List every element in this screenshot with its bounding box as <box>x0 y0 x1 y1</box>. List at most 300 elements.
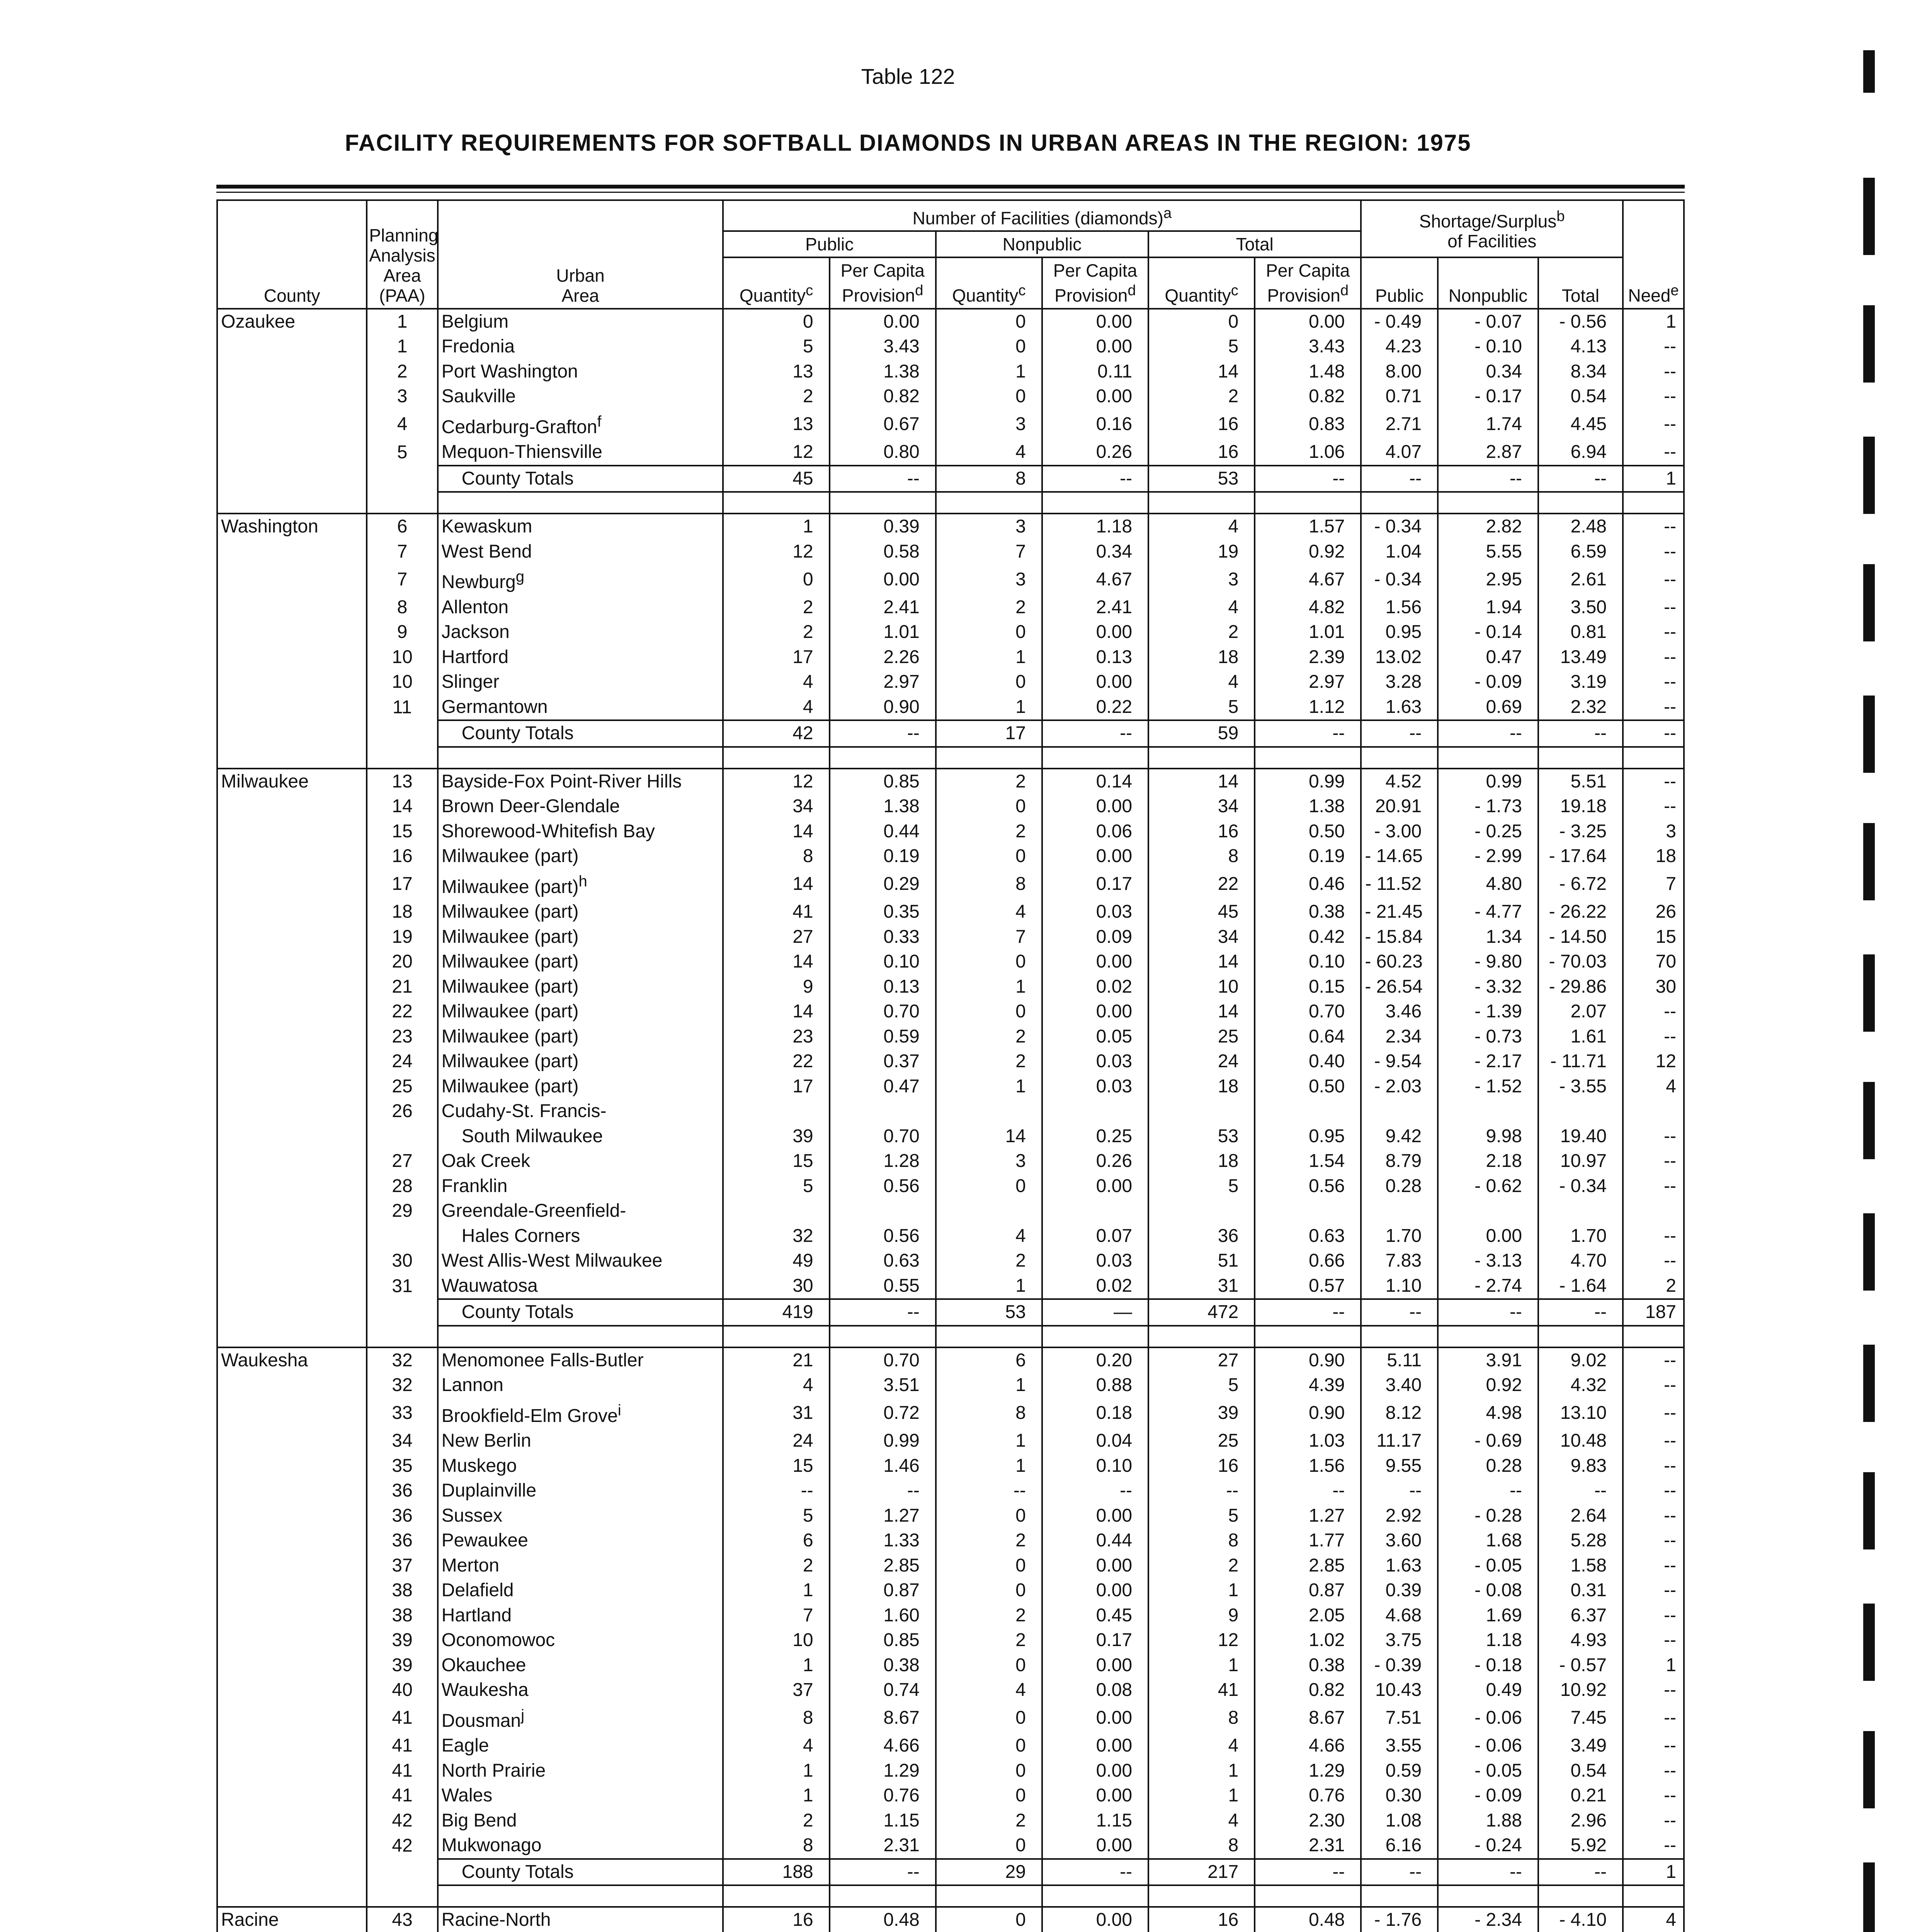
nonpublic-provision-cell: 0.08 <box>1042 1678 1148 1703</box>
county-cell <box>217 620 367 645</box>
urban-area-cell <box>438 1759 723 1784</box>
total-provision-cell: 3.43 <box>1255 334 1361 359</box>
shortage-total-cell: 1.61 <box>1538 1024 1623 1049</box>
urban-area-cell <box>438 1398 723 1429</box>
total-quantity-cell: 1 <box>1148 1578 1255 1603</box>
public-provision-cell: 1.38 <box>830 794 936 819</box>
public-provision-cell: 0.85 <box>830 1628 936 1653</box>
shortage-total-cell: - 1.64 <box>1538 1274 1623 1299</box>
need-cell: 15 <box>1623 925 1684 950</box>
spacer-cell <box>723 492 829 514</box>
table-row <box>217 1024 1684 1049</box>
nonpublic-quantity-cell: 4 <box>936 1224 1042 1249</box>
table-row <box>217 844 1684 869</box>
shortage-total-cell: 0.21 <box>1538 1783 1623 1808</box>
county-cell <box>217 1833 367 1859</box>
county-cell <box>217 359 367 384</box>
urban-area-name: Brookfield-Elm Grove <box>441 1405 618 1426</box>
margin-bar <box>1863 1862 1875 1932</box>
total-quantity-cell: 8 <box>1148 1528 1255 1553</box>
nonpublic-provision-cell: 0.00 <box>1042 999 1148 1024</box>
county-cell: Waukesha <box>217 1347 367 1373</box>
table-row <box>217 1274 1684 1299</box>
nonpublic-provision-cell: 0.00 <box>1042 794 1148 819</box>
shortage-public-cell: 3.75 <box>1361 1628 1438 1653</box>
shortage-public-cell: 13.02 <box>1361 645 1438 670</box>
urban-area-name: Lannon <box>441 1375 503 1396</box>
total-provision-cell: 2.30 <box>1255 1808 1361 1833</box>
paa-cell: 11 <box>367 695 437 721</box>
total-provision-cell: 0.83 <box>1255 409 1361 440</box>
urban-area-name: Oconomowoc <box>441 1630 555 1651</box>
public-quantity-cell: 2 <box>723 620 829 645</box>
totals-cell: 188 <box>723 1859 829 1886</box>
total-provision-cell: 0.90 <box>1255 1347 1361 1373</box>
urban-area-name: Sussex <box>441 1505 503 1526</box>
need-cell: -- <box>1623 1347 1684 1373</box>
nonpublic-quantity-cell: 1 <box>936 695 1042 721</box>
shortage-total-cell: 4.32 <box>1538 1373 1623 1398</box>
shortage-nonpublic-cell: 0.47 <box>1438 645 1538 670</box>
spacer-cell <box>1255 492 1361 514</box>
urban-area-cell <box>438 1478 723 1503</box>
total-provision-cell: 1.29 <box>1255 1759 1361 1784</box>
shortage-public-cell: - 26.54 <box>1361 975 1438 1000</box>
county-cell <box>217 949 367 975</box>
nonpublic-provision-cell: 0.00 <box>1042 384 1148 409</box>
shortage-public-cell: 11.17 <box>1361 1429 1438 1454</box>
public-provision-cell: 0.74 <box>830 1678 936 1703</box>
county-cell: Racine <box>217 1907 367 1932</box>
county-cell <box>217 695 367 721</box>
urban-area-name: Fredonia <box>441 336 515 357</box>
paa-cell: 31 <box>367 1274 437 1299</box>
total-provision-cell: 0.82 <box>1255 384 1361 409</box>
nonpublic-quantity-cell: 2 <box>936 1603 1042 1628</box>
shortage-nonpublic-cell: -- <box>1438 1478 1538 1503</box>
public-quantity-cell: 41 <box>723 900 829 925</box>
shortage-total-cell: 10.48 <box>1538 1429 1623 1454</box>
total-provision-cell: 0.99 <box>1255 769 1361 794</box>
shortage-public-cell: - 0.39 <box>1361 1653 1438 1678</box>
public-quantity-cell: 0 <box>723 564 829 595</box>
table-row <box>217 1808 1684 1833</box>
public-quantity-cell: 16 <box>723 1907 829 1932</box>
shortage-public-cell: 2.34 <box>1361 1024 1438 1049</box>
totals-cell: 472 <box>1148 1299 1255 1326</box>
shortage-total-cell: 4.93 <box>1538 1628 1623 1653</box>
shortage-total-cell: 13.10 <box>1538 1398 1623 1429</box>
urban-area-cell <box>438 334 723 359</box>
total-provision-cell: 0.48 <box>1255 1907 1361 1932</box>
total-provision-cell: 1.02 <box>1255 1628 1361 1653</box>
nonpublic-quantity-cell: 0 <box>936 1759 1042 1784</box>
public-quantity-cell: 1 <box>723 1653 829 1678</box>
need-cell: -- <box>1623 1503 1684 1529</box>
spacer-cell <box>1042 1885 1148 1907</box>
table-row <box>217 1833 1684 1859</box>
nonpublic-quantity-cell: 7 <box>936 925 1042 950</box>
public-provision-cell: 1.33 <box>830 1528 936 1553</box>
urban-area-cell <box>438 1149 723 1174</box>
shortage-public-header: Public <box>1361 257 1438 308</box>
spacer-cell <box>1042 1326 1148 1347</box>
need-cell: 12 <box>1623 1049 1684 1074</box>
paa-cell: 30 <box>367 1248 437 1274</box>
totals-cell: 8 <box>936 466 1042 492</box>
total-provision-cell: 1.54 <box>1255 1149 1361 1174</box>
total-provision-cell: 1.38 <box>1255 794 1361 819</box>
nonpublic-quantity-cell: 0 <box>936 1653 1042 1678</box>
total-provision-cell: 0.50 <box>1255 1074 1361 1099</box>
urban-area-cell <box>438 309 723 335</box>
shortage-total-cell: - 26.22 <box>1538 900 1623 925</box>
total-quantity-cell <box>1148 1199 1255 1224</box>
shortage-public-cell: 7.51 <box>1361 1703 1438 1734</box>
nonpublic-quantity-cell <box>936 1099 1042 1124</box>
paa-cell: 25 <box>367 1074 437 1099</box>
table-row <box>217 670 1684 695</box>
table-row <box>217 595 1684 620</box>
need-cell: -- <box>1623 999 1684 1024</box>
urban-area-cell <box>438 925 723 950</box>
paa-cell: 16 <box>367 844 437 869</box>
nonpublic-quantity-cell: 1 <box>936 1274 1042 1299</box>
need-cell: 2 <box>1623 1274 1684 1299</box>
totals-need-cell: 1 <box>1623 466 1684 492</box>
need-cell: -- <box>1623 794 1684 819</box>
urban-area-name: Cedarburg-Grafton <box>441 417 597 437</box>
county-cell <box>217 975 367 1000</box>
total-quantity-cell: 5 <box>1148 1373 1255 1398</box>
public-provision-cell: 0.70 <box>830 999 936 1024</box>
total-provision-cell: 0.10 <box>1255 949 1361 975</box>
table-row <box>217 1759 1684 1784</box>
shortage-nonpublic-header: Nonpublic <box>1438 257 1538 308</box>
shortage-public-cell: 3.60 <box>1361 1528 1438 1553</box>
table-row <box>217 1503 1684 1529</box>
public-provision-cell: 0.99 <box>830 1429 936 1454</box>
urban-area-cell <box>438 1653 723 1678</box>
county-totals-label: County Totals <box>438 720 723 747</box>
total-quantity-cell: 14 <box>1148 359 1255 384</box>
county-cell <box>217 384 367 409</box>
total-provision-cell: 0.40 <box>1255 1049 1361 1074</box>
county-cell <box>217 1398 367 1429</box>
public-quantity-cell: 22 <box>723 1049 829 1074</box>
total-provision-cell: 0.15 <box>1255 975 1361 1000</box>
nonpublic-provision-cell: 0.13 <box>1042 645 1148 670</box>
totals-cell: -- <box>1361 1299 1438 1326</box>
shortage-total-cell: 4.70 <box>1538 1248 1623 1274</box>
paa-cell: 10 <box>367 670 437 695</box>
shortage-total-cell: - 11.71 <box>1538 1049 1623 1074</box>
totals-cell: -- <box>830 720 936 747</box>
urban-area-cell <box>438 1024 723 1049</box>
total-quantity-cell: 24 <box>1148 1049 1255 1074</box>
public-quantity-cell: 2 <box>723 1553 829 1578</box>
totals-cell: 217 <box>1148 1859 1255 1886</box>
county-cell <box>217 794 367 819</box>
nonpublic-quantity-cell: 4 <box>936 440 1042 466</box>
total-provision-cell: 0.50 <box>1255 819 1361 844</box>
facility-requirements-table <box>216 199 1685 1932</box>
nonpublic-provision-cell: 0.00 <box>1042 1759 1148 1784</box>
public-provision-cell: 0.37 <box>830 1049 936 1074</box>
urban-area-name: Hartford <box>441 646 509 667</box>
table-row <box>217 1678 1684 1703</box>
total-provision-cell: 2.31 <box>1255 1833 1361 1859</box>
spacer-row <box>217 492 1684 514</box>
paa-cell: 32 <box>367 1373 437 1398</box>
spacer-cell <box>1361 492 1438 514</box>
total-provision-cell: 1.27 <box>1255 1503 1361 1529</box>
spacer-cell <box>830 1885 936 1907</box>
shortage-public-cell: - 15.84 <box>1361 925 1438 950</box>
nonpublic-quantity-cell <box>936 1199 1042 1224</box>
need-cell: -- <box>1623 1783 1684 1808</box>
paa-cell: 21 <box>367 975 437 1000</box>
paa-cell: 41 <box>367 1783 437 1808</box>
table-row <box>217 1149 1684 1174</box>
need-cell: -- <box>1623 620 1684 645</box>
spacer-cell <box>217 492 367 514</box>
total-quantity-cell: 16 <box>1148 1454 1255 1479</box>
county-cell <box>217 564 367 595</box>
paa-cell: 26 <box>367 1099 437 1124</box>
nonpublic-quantity-cell: 1 <box>936 1454 1042 1479</box>
table-row <box>217 769 1684 794</box>
need-cell: -- <box>1623 1759 1684 1784</box>
spacer-cell <box>723 747 829 769</box>
paa-cell: 42 <box>367 1833 437 1859</box>
totals-cell: -- <box>830 1299 936 1326</box>
public-provision-cell <box>830 1199 936 1224</box>
county-cell: Washington <box>217 514 367 539</box>
county-totals-row <box>217 720 1684 747</box>
shortage-public-cell: 0.95 <box>1361 620 1438 645</box>
total-quantity-cell: 31 <box>1148 1274 1255 1299</box>
total-quantity-cell: 4 <box>1148 595 1255 620</box>
total-quantity-cell: 34 <box>1148 794 1255 819</box>
public-provision-cell: 0.56 <box>830 1174 936 1199</box>
need-cell: -- <box>1623 1553 1684 1578</box>
paa-cell: 39 <box>367 1653 437 1678</box>
table-row <box>217 1049 1684 1074</box>
county-header: County <box>217 200 367 309</box>
table-row <box>217 1703 1684 1734</box>
shortage-public-cell: 0.30 <box>1361 1783 1438 1808</box>
total-quantity-cell: 53 <box>1148 1124 1255 1149</box>
need-cell: -- <box>1623 695 1684 721</box>
urban-area-name: Milwaukee (part) <box>441 926 579 947</box>
table-row <box>217 1528 1684 1553</box>
public-quantity-cell: 2 <box>723 595 829 620</box>
margin-bar <box>1863 1082 1875 1159</box>
need-cell: 4 <box>1623 1074 1684 1099</box>
public-quantity-cell: 17 <box>723 645 829 670</box>
shortage-nonpublic-cell: 0.00 <box>1438 1224 1538 1249</box>
table-row <box>217 1124 1684 1149</box>
public-quantity-cell: 1 <box>723 1759 829 1784</box>
totals-need-cell: 1 <box>1623 1859 1684 1886</box>
footnote-marker: j <box>521 1706 524 1724</box>
nonpublic-provision-cell: 0.09 <box>1042 925 1148 950</box>
public-provision-cell: 0.35 <box>830 900 936 925</box>
margin-bar <box>1863 178 1875 255</box>
totals-cell: 29 <box>936 1859 1042 1886</box>
need-cell: -- <box>1623 1248 1684 1274</box>
shortage-public-cell: -- <box>1361 1478 1438 1503</box>
shortage-nonpublic-cell: - 0.25 <box>1438 819 1538 844</box>
paa-cell <box>367 720 437 747</box>
spacer-cell <box>1623 492 1684 514</box>
shortage-public-cell: 8.79 <box>1361 1149 1438 1174</box>
public-quantity-cell: 14 <box>723 949 829 975</box>
footnote-marker: g <box>515 568 524 585</box>
shortage-total-cell: - 17.64 <box>1538 844 1623 869</box>
paa-header: Planning Analysis Area (PAA) <box>367 200 437 309</box>
urban-area-name: West Allis-West Milwaukee <box>441 1250 663 1271</box>
nonpublic-provision-cell: 0.00 <box>1042 670 1148 695</box>
public-provision-cell: 0.67 <box>830 409 936 440</box>
shortage-public-cell <box>1361 1099 1438 1124</box>
nonpublic-provision-cell: 0.00 <box>1042 1653 1148 1678</box>
county-cell <box>217 1074 367 1099</box>
shortage-nonpublic-cell: - 0.07 <box>1438 309 1538 335</box>
shortage-total-header: Total <box>1538 257 1623 308</box>
shortage-total-cell: 1.58 <box>1538 1553 1623 1578</box>
public-quantity-cell: 14 <box>723 869 829 900</box>
nonpublic-provision-cell: 0.00 <box>1042 309 1148 335</box>
public-quantity-cell: 37 <box>723 1678 829 1703</box>
shortage-nonpublic-cell: - 0.09 <box>1438 670 1538 695</box>
urban-area-cell <box>438 595 723 620</box>
shortage-nonpublic-cell: - 0.06 <box>1438 1733 1538 1759</box>
public-provision-cell: 0.76 <box>830 1783 936 1808</box>
nonpublic-provision-cell: 0.00 <box>1042 1703 1148 1734</box>
public-provision-cell: 0.00 <box>830 564 936 595</box>
nonpublic-quantity-cell: 2 <box>936 1049 1042 1074</box>
spacer-cell <box>1623 1885 1684 1907</box>
spacer-cell <box>1148 1326 1255 1347</box>
need-cell: -- <box>1623 1174 1684 1199</box>
nonpublic-quantity-cell: 8 <box>936 869 1042 900</box>
totals-cell: 419 <box>723 1299 829 1326</box>
county-cell <box>217 1478 367 1503</box>
nonpublic-provision-cell <box>1042 1199 1148 1224</box>
public-provision-cell <box>830 1099 936 1124</box>
public-provision-cell: 1.15 <box>830 1808 936 1833</box>
paa-cell: 23 <box>367 1024 437 1049</box>
nonpublic-provision-cell: 0.03 <box>1042 1248 1148 1274</box>
paa-cell: 36 <box>367 1478 437 1503</box>
shortage-total-cell: 9.83 <box>1538 1454 1623 1479</box>
nonpublic-quantity-cell: -- <box>936 1478 1042 1503</box>
shortage-nonpublic-cell: 2.18 <box>1438 1149 1538 1174</box>
paa-cell: 2 <box>367 359 437 384</box>
urban-area-cell <box>438 1678 723 1703</box>
footnote-marker: i <box>617 1401 621 1419</box>
margin-bar <box>1863 954 1875 1032</box>
urban-area-name: Franklin <box>441 1175 508 1196</box>
paa-cell: 13 <box>367 769 437 794</box>
shortage-total-cell: 5.51 <box>1538 769 1623 794</box>
urban-area-cell <box>438 949 723 975</box>
spacer-cell <box>1623 747 1684 769</box>
margin-bar <box>1863 305 1875 383</box>
shortage-nonpublic-cell: - 2.99 <box>1438 844 1538 869</box>
total-provision-cell: 2.39 <box>1255 645 1361 670</box>
urban-area-cell <box>438 1074 723 1099</box>
urban-area-cell <box>438 999 723 1024</box>
nonpublic-provision-cell: 0.26 <box>1042 440 1148 466</box>
urban-area-cell <box>438 1833 723 1859</box>
county-cell <box>217 925 367 950</box>
public-quantity-cell: 4 <box>723 1373 829 1398</box>
total-quantity-cell: 2 <box>1148 384 1255 409</box>
paa-cell: 38 <box>367 1603 437 1628</box>
paa-cell: 34 <box>367 1429 437 1454</box>
nonpublic-provision-cell: 1.15 <box>1042 1808 1148 1833</box>
margin-bar <box>1863 1731 1875 1808</box>
nonpublic-provision-cell: 0.00 <box>1042 1907 1148 1932</box>
paa-cell: 20 <box>367 949 437 975</box>
urban-area-cell <box>438 620 723 645</box>
total-quantity-cell: 25 <box>1148 1024 1255 1049</box>
table-row <box>217 440 1684 466</box>
public-provision-cell: 0.87 <box>830 1578 936 1603</box>
totals-cell: -- <box>830 466 936 492</box>
shortage-total-cell: 13.49 <box>1538 645 1623 670</box>
nonpublic-provision-cell: 0.00 <box>1042 1783 1148 1808</box>
totals-need-cell: -- <box>1623 720 1684 747</box>
urban-area-name: Kewaskum <box>441 516 532 537</box>
shortage-nonpublic-cell: 0.69 <box>1438 695 1538 721</box>
urban-area-cell <box>438 695 723 721</box>
paa-cell: 33 <box>367 1398 437 1429</box>
need-cell: -- <box>1623 1808 1684 1833</box>
nonpublic-quantity-cell: 0 <box>936 384 1042 409</box>
margin-bar <box>1863 696 1875 773</box>
public-provision-cell: 0.10 <box>830 949 936 975</box>
nonpublic-quantity-cell: 1 <box>936 1373 1042 1398</box>
urban-area-cell <box>438 645 723 670</box>
table-row <box>217 1347 1684 1373</box>
spacer-cell <box>438 747 723 769</box>
shortage-nonpublic-cell: 0.49 <box>1438 1678 1538 1703</box>
public-provision-cell: 0.13 <box>830 975 936 1000</box>
shortage-total-cell: 3.19 <box>1538 670 1623 695</box>
total-quantity-cell: 12 <box>1148 1628 1255 1653</box>
total-quantity-cell: 5 <box>1148 334 1255 359</box>
total-quantity-cell: 4 <box>1148 670 1255 695</box>
nonpublic-quantity-cell: 4 <box>936 900 1042 925</box>
shortage-public-cell: 1.56 <box>1361 595 1438 620</box>
nonpublic-provision-cell: 0.16 <box>1042 409 1148 440</box>
nonpublic-quantity-cell: 7 <box>936 539 1042 565</box>
nonpublic-quantity-cell: 0 <box>936 1578 1042 1603</box>
shortage-total-cell: 0.54 <box>1538 384 1623 409</box>
public-quantity-cell <box>723 1099 829 1124</box>
paa-cell: 19 <box>367 925 437 950</box>
paa-cell <box>367 1299 437 1326</box>
nonpublic-quantity-cell: 1 <box>936 359 1042 384</box>
nonpublic-quantity-cell: 0 <box>936 670 1042 695</box>
total-quantity-cell: 0 <box>1148 309 1255 335</box>
table-row <box>217 869 1684 900</box>
totals-cell: -- <box>1361 720 1438 747</box>
